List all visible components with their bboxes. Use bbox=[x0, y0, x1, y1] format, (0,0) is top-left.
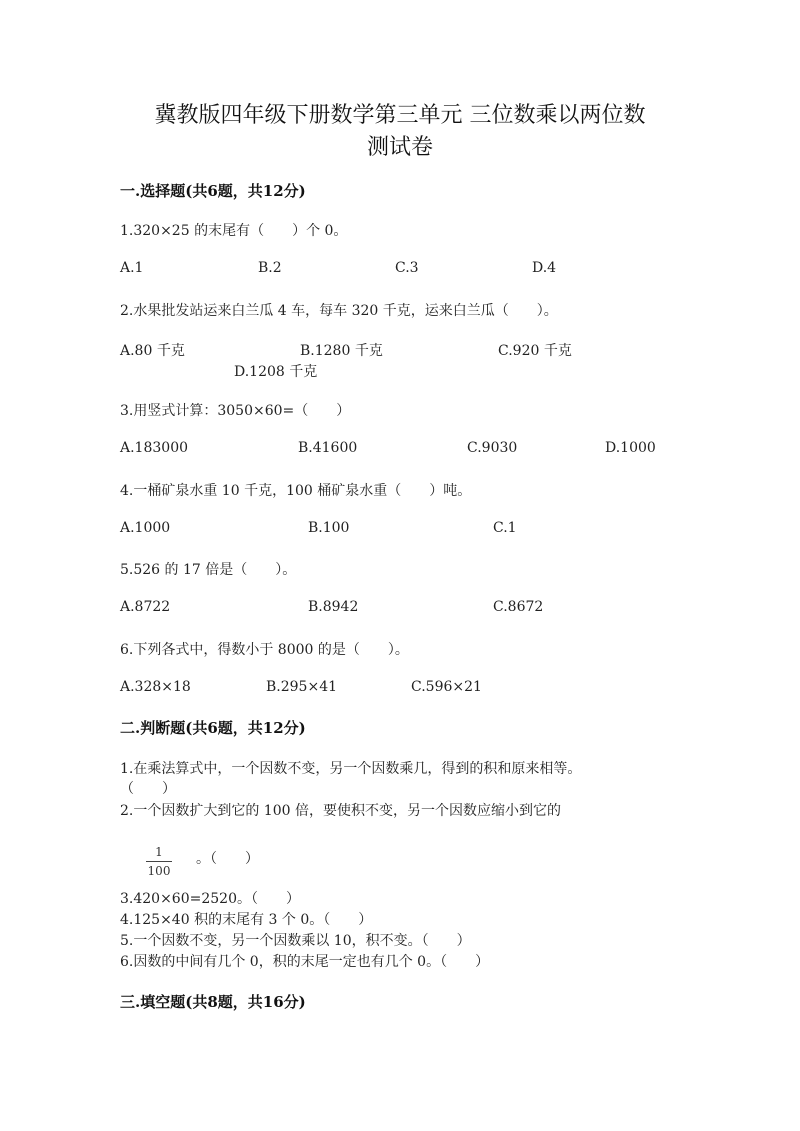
judgement-1-blank: （ ） bbox=[120, 781, 176, 797]
option-6a: A.328×18 bbox=[120, 679, 191, 695]
option-4a: A.1000 bbox=[120, 520, 171, 536]
option-5b: B.8942 bbox=[308, 599, 359, 615]
option-1b: B.2 bbox=[258, 260, 282, 276]
judgement-1: 1.在乘法算式中，一个因数不变，另一个因数乘几，得到的积和原来相等。 bbox=[120, 761, 582, 777]
question-3: 3.用竖式计算：3050×60=（ ） bbox=[120, 403, 351, 419]
page-title: 冀教版四年级下册数学第三单元 三位数乘以两位数 bbox=[154, 103, 646, 128]
judgement-6: 6.因数的中间有几个 0，积的末尾一定也有几个 0。（ ） bbox=[120, 954, 490, 970]
section-heading-fill-in: 三.填空题(共8题，共16分) bbox=[120, 993, 306, 1011]
option-2d: D.1208 千克 bbox=[234, 364, 318, 380]
option-1c: C.3 bbox=[395, 260, 419, 276]
option-3c: C.9030 bbox=[467, 440, 518, 456]
option-6c: C.596×21 bbox=[411, 679, 482, 695]
option-2b: B.1280 千克 bbox=[300, 343, 383, 359]
fraction-bar bbox=[146, 861, 172, 862]
judgement-4: 4.125×40 积的末尾有 3 个 0。（ ） bbox=[120, 912, 373, 928]
fraction-one-hundredth bbox=[146, 845, 172, 878]
option-3b: B.41600 bbox=[298, 440, 358, 456]
judgement-5: 5.一个因数不变，另一个因数乘以 10，积不变。（ ） bbox=[120, 933, 471, 949]
option-2c: C.920 千克 bbox=[498, 343, 572, 359]
option-1d: D.4 bbox=[532, 260, 557, 276]
judgement-3: 3.420×60=2520。（ ） bbox=[120, 891, 300, 907]
question-4: 4.一桶矿泉水重 10 千克，100 桶矿泉水重（ ）吨。 bbox=[120, 483, 472, 499]
option-5a: A.8722 bbox=[120, 599, 171, 615]
option-4b: B.100 bbox=[308, 520, 350, 536]
option-2a: A.80 千克 bbox=[120, 343, 185, 359]
question-6: 6.下列各式中，得数小于 8000 的是（ ）。 bbox=[120, 642, 409, 658]
judgement-2-blank: 。（ ） bbox=[196, 851, 259, 867]
fraction-numerator: 1 bbox=[155, 845, 163, 859]
question-2: 2.水果批发站运来白兰瓜 4 车，每车 320 千克，运来白兰瓜（ ）。 bbox=[120, 303, 558, 319]
option-3d: D.1000 bbox=[605, 440, 656, 456]
section-heading-judgement: 二.判断题(共6题，共12分) bbox=[120, 719, 306, 737]
question-5: 5.526 的 17 倍是（ ）。 bbox=[120, 562, 297, 578]
judgement-2: 2.一个因数扩大到它的 100 倍，要使积不变，另一个因数应缩小到它的 bbox=[120, 803, 561, 819]
page-title-line2: 测试卷 bbox=[366, 135, 433, 160]
question-1: 1.320×25 的末尾有（ ）个 0。 bbox=[120, 223, 348, 239]
option-4c: C.1 bbox=[493, 520, 517, 536]
option-1a: A.1 bbox=[120, 260, 144, 276]
option-6b: B.295×41 bbox=[266, 679, 338, 695]
fraction-denominator: 100 bbox=[147, 864, 171, 878]
section-heading-choice: 一.选择题(共6题，共12分) bbox=[120, 182, 306, 200]
option-3a: A.183000 bbox=[120, 440, 189, 456]
option-5c: C.8672 bbox=[493, 599, 544, 615]
